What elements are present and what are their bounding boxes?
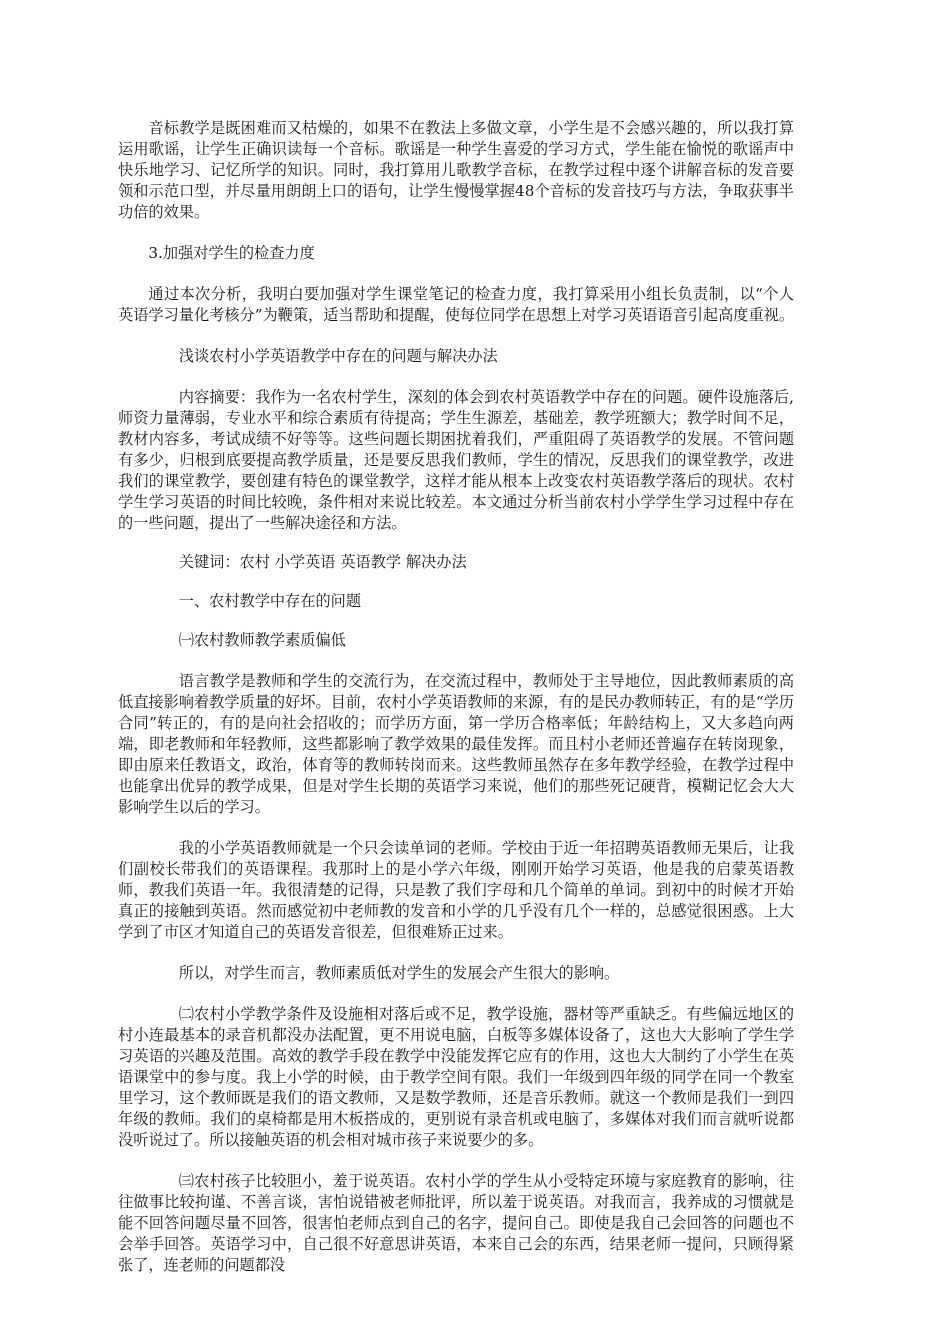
paragraph-inspection-plan: 通过本次分析，我明白要加强对学生课堂笔记的检查力度，我打算采用小组长负责制，以“个人英语学习量化考核分”为鞭策，适当帮助和提醒，使每位同学在思想上对学习英语语音引起高度重视。: [118, 285, 795, 324]
article-title: 浅谈农村小学英语教学中存在的问题与解决办法: [178, 347, 498, 365]
keywords-line: 关键词：农村 小学英语 英语教学 解决办法: [178, 553, 467, 571]
paragraph-facilities: ㈡农村小学教学条件及设施相对落后或不足，教学设施，器材等严重缺乏。有些偏远地区的村小连最基本的录音机都没办法配置，更不用说电脑，白板等多媒体设备了，这也大大影响了学生学习英语的兴趣及范围。高效的教学手段在教学中没能发挥它应有的作用，这也大大制约了小学生在英语课堂中的参与度。我上小学的时候，由于教学空间有限。我们一年级到四年级的同学在同一个教室里学习，这个教师既是我们的语文教师，又是数学教师，还是音乐教师。就这一个教师是我们一到四年级的教师。我们的桌椅都是用木板搭成的，更别说有录音机或电脑了，多媒体对我们而言就听说都没听说过了。所以接触英语的机会相对城市孩子来说要少的多。: [118, 1005, 794, 1149]
paragraph-personal-experience: 我的小学英语教师就是一个只会读单词的老师。学校由于近一年招聘英语教师无果后，让我们副校长带我们的英语课程。我那时上的是小学六年级，刚刚开始学习英语，他是我的启蒙英语教师，教我们英语一年。我很清楚的记得，只是教了我们字母和几个简单的单词。到初中的时候才开始真正的接触到英语。然而感觉初中老师教的发音和小学的几乎没有几个一样的，总感觉很困惑。上大学到了市区才知道自己的英语发音很差，但很难矫正过来。: [118, 839, 794, 941]
section-heading-inspection: 3.加强对学生的检查力度: [148, 244, 315, 262]
paragraph-abstract: 内容摘要：我作为一名农村学生，深刻的体会到农村英语教学中存在的问题。硬件设施落后,师资力量薄弱，专业水平和综合素质有待提高；学生生源差，基础差，教学班额大；教学时间不足，教材内容多，考试成绩不好等等。这些问题长期困扰着我们，严重阻碍了英语教学的发展。不管问题有多少，归根到底要提高教学质量，还是要反思我们教师，学生的情况，反思我们的课堂教学，改进我们的课堂教学，要创建有特色的课堂教学，这样才能从根本上改变农村英语教学落后的现状。农村学生学习英语的时间比较晚，条件相对来说比较差。本文通过分析当前农村小学学生学习过程中存在的一些问题，提出了一些解决途径和方法。: [118, 388, 794, 532]
paragraph-conclusion-teacher: 所以，对学生而言，教师素质低对学生的发展会产生很大的影响。: [178, 964, 620, 982]
paragraph-teacher-quality: 语言教学是教师和学生的交流行为，在交流过程中，教师处于主导地位，因此教师素质的高低直接影响着教学质量的好坏。目前，农村小学英语教师的来源，有的是民办教师转正，有的是“学历合同”转正的，有的是向社会招收的；而学历方面，第一学历合格率低；年龄结构上，又大多趋向两端，即老教师和年轻教师，这些都影响了教学效果的最佳发挥。而且村小老师还普遍存在转岗现象，即由原来任教语文，政治，体育等的教师转岗而来。这些教师虽然存在多年教学经验，在教学过程中也能拿出优异的教学成果，但是对学生长期的英语学习来说，他们的那些死记硬背，模糊记忆会大大影响学生以后的学习。: [118, 672, 795, 816]
paragraph-phonetics-teaching: 音标教学是既困难而又枯燥的，如果不在教法上多做文章，小学生是不会感兴趣的，所以我打算运用歌谣，让学生正确识读每一个音标。歌谣是一种学生喜爱的学习方式，学生能在愉悦的歌谣声中快乐地学习、记忆所学的知识。同时，我打算用儿歌教学音标，在教学过程中逐个讲解音标的发音要领和示范口型，并尽量用朗朗上口的语句，让学生慢慢掌握48个音标的发音技巧与方法，争取获事半功倍的效果。: [118, 119, 794, 221]
paragraph-shy-students: ㈢农村孩子比较胆小，羞于说英语。农村小学的学生从小受特定环境与家庭教育的影响，往往做事比较拘谨、不善言谈，害怕说错被老师批评，所以羞于说英语。对我而言，我养成的习惯就是能不回答问题尽量不回答，很害怕老师点到自己的名字，提问自己。即使是我自己会回答的问题也不会举手回答。英语学习中，自己很不好意思讲英语，本来自己会的东西，结果老师一提问，只顾得紧张了，连老师的问题都没: [118, 1172, 794, 1274]
subsection-heading-teacher-quality: ㈠农村教师教学素质偏低: [178, 631, 346, 649]
document-page: [118, 118, 794, 1276]
section-heading-problems: 一、农村教学中存在的问题: [178, 592, 362, 610]
